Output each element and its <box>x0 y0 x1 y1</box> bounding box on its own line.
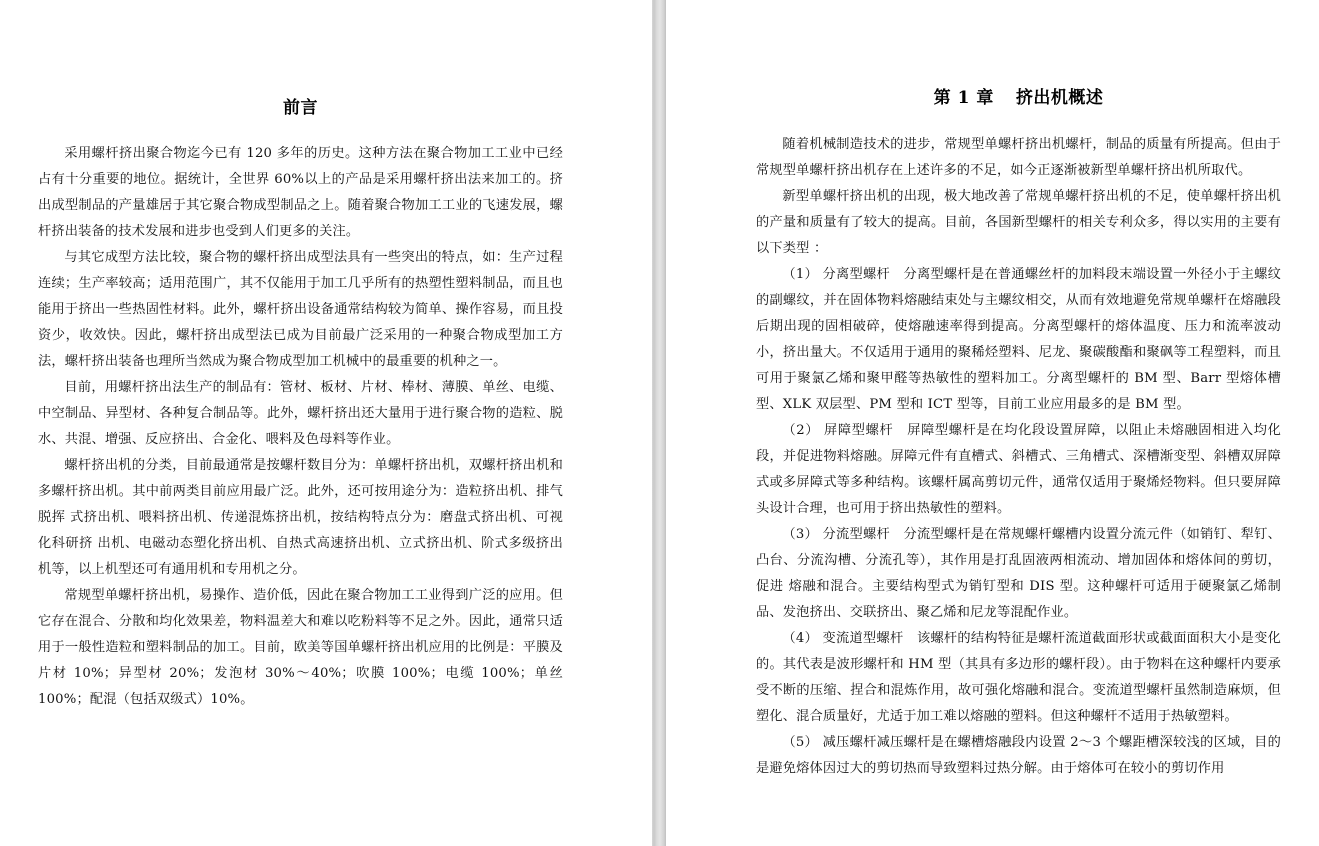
paragraph: （1） 分离型螺杆 分离型螺杆是在普通螺丝杆的加料段末端设置一外径小于主螺纹的副螺纹，并在固体物料熔融结束处与主螺纹相交，从而有效地避免常规单螺杆在熔融段后期出现的固相破碎，使熔融速率得到提高。分离型螺杆的熔体温度、压力和流率波动小，挤出量大。不仅适用于通用的聚稀烃塑料、尼龙、聚碳酸酯和聚砜等工程塑料，而且可用于聚氯乙烯和聚甲醛等热敏性的塑料加工。分离型螺杆的 BM 型、Barr 型熔体槽型、XLK 双层型、PM 型和 ICT 型等，目前工业应用最多的是 BM 型。 <box>756 267 1281 412</box>
paragraph: （3） 分流型螺杆 分流型螺杆是在常规螺杆螺槽内设置分流元件（如销钉、犁钉、凸台、分流沟槽、分流孔等），其作用是打乱固液两相流动、增加固体和熔体间的剪切，促进 熔融和混合。主要结构型式为销钉型和 DIS 型。这种螺杆可适用于硬聚氯乙烯制品、发泡挤出、交联挤出、聚乙烯和尼龙等混配作业。 <box>756 527 1281 620</box>
paragraph: （4） 变流道型螺杆 该螺杆的结构特征是螺杆流道截面形状或截面面积大小是变化的。其代表是波形螺杆和 HM 型（其具有多边形的螺杆段）。由于物料在这种螺杆内要承受不断的压缩、捏合和混炼作用，故可强化熔融和混合。变流道型螺杆虽然制造麻烦，但塑化、混合质量好，尤适于加工难以熔融的塑料。但这种螺杆不适用于热敏塑料。 <box>756 631 1281 724</box>
paragraph: 与其它成型方法比较，聚合物的螺杆挤出成型法具有一些突出的特点，如：生产过程连续；生产率较高；适用范围广，其不仅能用于加工几乎所有的热塑性塑料制品，而且也能用于挤出一些热固性材料。此外，螺杆挤出设备通常结构较为简单、操作容易，而且投资少，收效快。因此，螺杆挤出成型法已成为目前最广泛采用的一种聚合物成型加工方法，螺杆挤出装备也理所当然成为聚合物成型加工机械中的最重要的机种之一。 <box>38 250 563 369</box>
paragraph: （5） 减压螺杆减压螺杆是在螺槽熔融段内设置 2～3 个螺距槽深较浅的区域，目的是避免熔体因过大的剪切热而导致塑料过热分解。由于熔体可在较小的剪切作用 <box>756 735 1281 776</box>
paragraph: 随着机械制造技术的进步，常规型单螺杆挤出机螺杆，制品的质量有所提高。但由于常规型单螺杆挤出机存在上述许多的不足，如今正逐渐被新型单螺杆挤出机所取代。 <box>756 137 1281 178</box>
page-preface <box>0 0 652 846</box>
paragraph: 新型单螺杆挤出机的出现，极大地改善了常规单螺杆挤出机的不足，使单螺杆挤出机的产量和质量有了较大的提高。目前，各国新型螺杆的相关专利众多，得以实用的主要有以下类型 ： <box>756 189 1281 256</box>
paragraph: 采用螺杆挤出聚合物迄今已有 120 多年的历史。这种方法在聚合物加工工业中已经占有十分重要的地位。据统计，全世界 60%以上的产品是采用螺杆挤出法来加工的。挤出成型制品的产量雄居于其它聚合物成型制品之上。随着聚合物加工工业的飞速发展，螺杆挤出装备的技术发展和进步也受到人们更多的关注。 <box>38 146 563 239</box>
paragraph: 目前，用螺杆挤出法生产的制品有：管材、板材、片材、棒材、薄膜、单丝、电缆、中空制品、异型材、各种复合制品等。此外，螺杆挤出还大量用于进行聚合物的造粒、脱水、共混、增强、反应挤出、合金化、喂料及色母料等作业。 <box>38 380 563 447</box>
page-divider <box>652 0 666 846</box>
chapter-name: 挤出机概述 <box>1015 88 1104 108</box>
paragraph: （2） 屏障型螺杆 屏障型螺杆是在均化段设置屏障，以阻止未熔融固相进入均化段，并促进物料熔融。屏障元件有直槽式、斜槽式、三角槽式、深槽渐变型、斜槽双屏障式或多屏障式等多种结构。该螺杆属高剪切元件，通常仅适用于聚烯烃物料。但只要屏障头设计合理，也可用于挤出热敏性的塑料。 <box>756 423 1281 516</box>
chapter-number: 第 1 章 <box>933 88 994 108</box>
page-chapter-1 <box>666 0 1319 846</box>
paragraph: 常规型单螺杆挤出机，易操作、造价低，因此在聚合物加工工业得到广泛的应用。但它存在混合、分散和均化效果差，物料温差大和难以吃粉料等不足之外。因此，通常只适用于一般性造粒和塑料制品的加工。目前，欧美等国单螺杆挤出机应用的比例是：平膜及片材 10%；异型材 20%；发泡材 30%～40%；吹膜 100%；电缆 100%；单丝 100%；配混（包括双级式）10%。 <box>38 588 563 707</box>
paragraph: 螺杆挤出机的分类，目前最通常是按螺杆数目分为：单螺杆挤出机，双螺杆挤出机和多螺杆挤出机。其中前两类目前应用最广泛。此外，还可按用途分为：造粒挤出机、排气脱挥 式挤出机、喂料挤出机、传递混炼挤出机，按结构特点分为：磨盘式挤出机、可视化科研挤 出机、电磁动态塑化挤出机、自热式高速挤出机、立式挤出机、阶式多级挤出机等，以上机型还可有通用机和专用机之分。 <box>38 458 563 577</box>
page-title: 前言 <box>283 98 318 118</box>
chapter-title <box>756 0 1281 108</box>
